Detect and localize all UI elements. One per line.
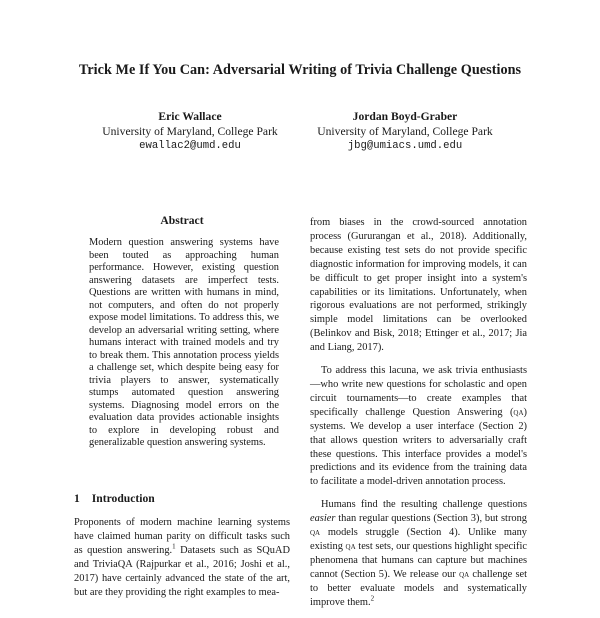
paper-title: Trick Me If You Can: Adversarial Writing of Trivia Challenge Questions — [78, 62, 522, 78]
qa-abbrev: qa — [513, 406, 524, 418]
right-column-text — [310, 216, 527, 618]
emphasis-easier: easier — [310, 513, 336, 525]
intro-text-part: Datasets such as SQuAD and TriviaQA (Rajpurkar et al., 2016; Joshi et al., 2017) have certainly advanced the state of the art, but are they providing the right examples to mea- — [74, 544, 290, 598]
right-paragraph-3 — [310, 498, 527, 609]
text-part: models struggle (Section 4). Unlike many existing — [310, 527, 527, 552]
author-email[interactable]: ewallac2@umd.edu — [139, 140, 241, 152]
footnote-marker[interactable]: 2 — [370, 594, 375, 603]
text-part: than regular questions (Section 3), but strong — [335, 513, 527, 525]
author-affiliation: University of Maryland, College Park — [317, 125, 493, 138]
qa-abbrev: qa — [459, 568, 470, 580]
section-number: 1 — [74, 492, 80, 505]
introduction-text — [74, 516, 290, 599]
abstract-text: Modern question answering systems have been touted as approaching human performance. However, existing question answering datasets are imperfect tests. Questions are written with humans in mind, not computers, and often do not properly expose model limitations. To address this, we develop an adversarial writing setting, where humans interact with trained models and try to break them. This annotation process yields a challenge set, which despite being easy for trivia players to answer, systematically stumps automated question answering systems. Diagnosing model errors on the evaluation data provides actionable insights to explore in developing robust and generalizable question answering systems. — [89, 237, 279, 448]
text-part: ) systems. We develop a user interface (Section 2) that allows question writers to adversarially craft these questions. This interface provides a model's predictions and its evidence from the training data to facilitate a model-driven annotation process. — [310, 406, 527, 488]
qa-abbrev: qa — [310, 527, 321, 539]
author-name: Eric Wallace — [158, 110, 222, 123]
section-heading-introduction — [74, 492, 155, 505]
author-block-1 — [100, 109, 280, 154]
intro-text-part: Proponents of modern machine learning systems have claimed human parity on difficult tasks such as question answering. — [74, 517, 290, 556]
right-paragraph-2 — [310, 364, 527, 489]
abstract-heading: Abstract — [160, 214, 204, 227]
section-title: Introduction — [91, 492, 155, 505]
text-part: Humans find the resulting challenge questions — [321, 499, 527, 511]
author-affiliation: University of Maryland, College Park — [102, 125, 278, 138]
author-name: Jordan Boyd-Graber — [352, 110, 458, 123]
qa-abbrev: qa — [345, 540, 356, 552]
intro-paragraph-1 — [74, 516, 290, 599]
text-part: challenge set to better evaluate models and systematically improve them. — [310, 568, 528, 608]
text-part: To address this lacuna, we ask trivia enthusiasts—who write new questions for scholastic and open circuit tournaments—to create examples that specifically challenge Question Answering ( — [310, 365, 527, 418]
author-email[interactable]: jbg@umiacs.umd.edu — [347, 140, 463, 152]
right-paragraph-1: from biases in the crowd-sourced annotation process (Gururangan et al., 2018). Additionally, because existing test sets do not provide specific diagnostic information for improving models, it can be difficult to get proper insight into a system's capabilities or its limitations. Unfortunately, when rigorous evaluations are not performed, strikingly simple model limitations can be overlooked (Belinkov and Bisk, 2018; Ettinger et al., 2017; Jia and Liang, 2017). — [310, 217, 527, 354]
footnote-marker[interactable]: 1 — [172, 542, 176, 551]
text-part: test sets, our questions highlight specific phenomena that humans can capture but machines cannot (Section 5). We release our — [310, 540, 528, 580]
author-block-2 — [305, 109, 505, 154]
